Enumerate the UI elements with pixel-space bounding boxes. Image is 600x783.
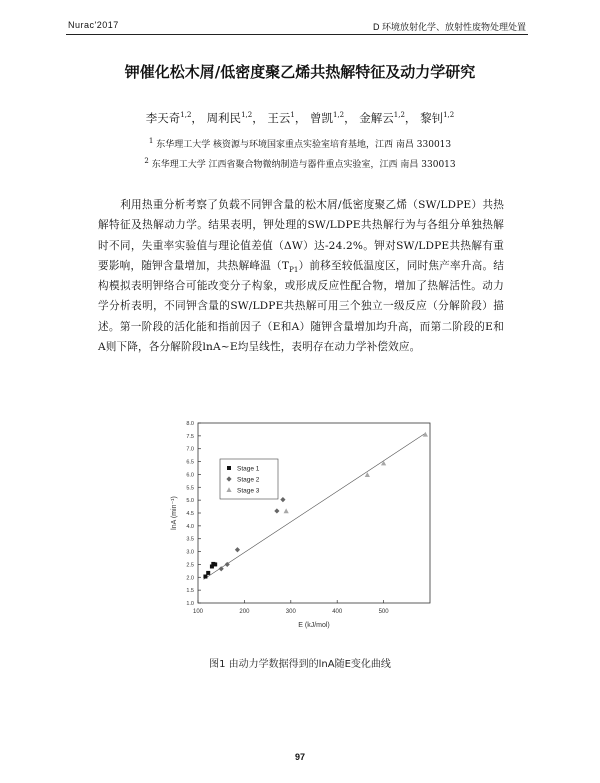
author-list: 李天奇$^{1,2}$， 周利民$^{1,2}$， 王云$^1$， 曾凯$^{1,2}$， 金解云$^{1,2}$， 黎钊$^{1,2}$: [145, 111, 455, 125]
lnA-vs-E-chart: [164, 413, 444, 641]
y-tick-label: 4.5: [186, 511, 194, 517]
x-axis-label: E (kJ/mol): [298, 622, 330, 629]
y-tick-label: 5.0: [186, 498, 194, 505]
legend-label: Stage 1: [237, 465, 260, 473]
stage-1-point: [203, 575, 207, 579]
y-tick-label: 1.0: [186, 601, 194, 607]
y-tick-label: 5.5: [186, 485, 194, 492]
header-rule: [66, 34, 528, 35]
x-tick-label: 500: [378, 609, 389, 615]
author: 曾凯$^{1,2}$: [309, 111, 345, 125]
y-tick-label: 2.5: [186, 562, 194, 569]
stage-2-point: [235, 547, 240, 552]
legend-marker: [227, 466, 231, 470]
y-tick-label: 6.5: [186, 459, 194, 466]
stage-3-point: [381, 461, 386, 466]
legend-label: Stage 2: [237, 476, 260, 484]
author: 李天奇$^{1,2}$: [145, 111, 192, 125]
y-axis-label: lnA (min⁻¹): [171, 496, 178, 530]
abstract-paragraph: 利用热重分析考察了负载不同钾含量的松木屑/低密度聚乙烯（SW/LDPE）共热解特征及热解动力学。结果表明，钾处理的SW/LDPE共热解行为与各组分单独热解时不同，失重率实验值与理论值差值（ΔW）达-24.2%。钾对SW/LDPE共热解有重要影响，随钾含量增加，共热解峰温$(T_{P1})$前移至较低温度区，同时焦产率升高。结构模拟表明钾络合可能改变分子构象，或形成反应性配合物，增加了热解活性。动力学分析表明，不同钾含量的SW/LDPE共热解可用三个独立一级反应（分解阶段）描述。第一阶段的活化能和指前因子（E和A）随钾含量增加均升高，而第二阶段的E和A则下降，各分解阶段lnA~E均呈线性，表明存在动力学补偿效应。: [98, 199, 504, 354]
y-tick-label: 6.0: [186, 472, 194, 479]
plot-frame: [198, 423, 430, 603]
author: 周利民$^{1,2}$: [206, 111, 253, 125]
affiliation-2: $^2$ 东华理工大学 江西省聚合物微纳制造与器件重点实验室，江西 南昌 330013: [144, 157, 456, 170]
paper-title: 钾催化松木屑/低密度聚乙烯共热解特征及动力学研究: [124, 63, 476, 81]
fit-line: [204, 433, 426, 579]
y-tick-label: 1.5: [186, 588, 194, 595]
x-tick-label: 400: [332, 609, 343, 615]
y-tick-label: 4.0: [186, 523, 194, 530]
y-tick-label: 2.0: [186, 575, 194, 582]
stage-1-point: [213, 562, 217, 566]
page-number: 97: [294, 752, 305, 762]
y-tick-label: 3.0: [186, 549, 194, 556]
legend-label: Stage 3: [237, 487, 260, 495]
author: 金解云$^{1,2}$: [359, 111, 405, 125]
author: 黎钊$^{1,2}$: [420, 111, 455, 125]
affiliation-1: $^1$ 东华理工大学 核资源与环境国家重点实验室培育基地，江西 南昌 330013: [148, 137, 452, 150]
y-tick-label: 8.0: [186, 421, 194, 427]
stage-2-point: [274, 508, 279, 513]
author: 王云$^1$: [267, 111, 295, 125]
stage-2-point: [219, 566, 224, 571]
y-tick-label: 3.5: [186, 536, 194, 543]
x-tick-label: 200: [239, 609, 250, 615]
y-tick-label: 7.5: [186, 433, 194, 440]
stage-3-point: [284, 508, 289, 513]
x-tick-label: 300: [285, 609, 296, 615]
x-tick-label: 100: [192, 609, 204, 615]
figure-caption: 图1 由动力学数据得到的lnA随E变化曲线: [209, 659, 391, 670]
y-tick-label: 7.0: [186, 446, 194, 453]
stage-2-point: [280, 497, 285, 502]
stage-1-point: [206, 571, 210, 575]
running-header-section: D 环境放射化学、放射性废物处理处置: [372, 22, 526, 32]
running-header-conference: Nurac'2017: [68, 20, 119, 30]
